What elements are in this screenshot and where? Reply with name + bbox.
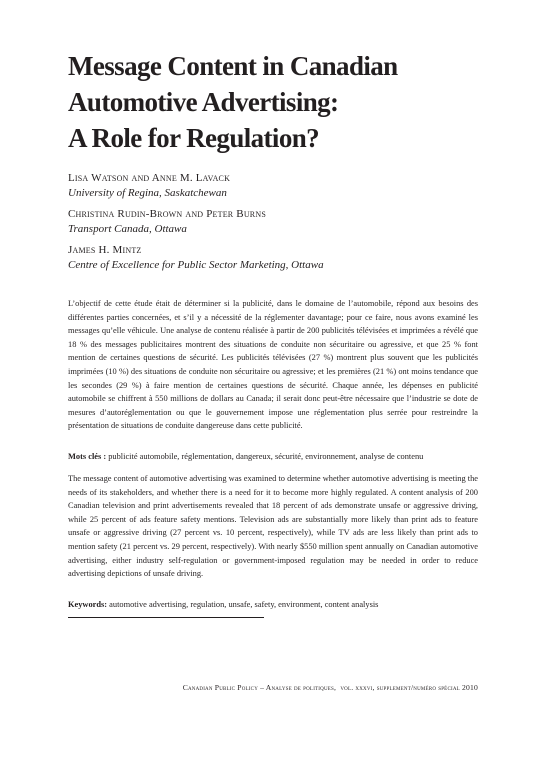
title-line: Automotive Advertising: [68, 87, 339, 117]
keywords-english-label: Keywords: [68, 600, 108, 609]
author-block [68, 171, 488, 201]
abstract-french-text: L’objectif de cette étude était de déterminer si la publicité, dans le domaine de l’automobile, répond aux besoins des différentes parties concernées, et s’il y a nécessité de la réglementer davantage; pour ce faire, nous avons examiné les messages qu’elle véhicule. Une analyse de contenu réalisée à partir de 200 publicités télévisées et imprimées a révélé que 18 % des messages publicitaires montrent des situations de conduite non sécuritaire ou agressive, et que 25 % font mention de certaines questions de sécurité. Les publicités télévisées (27 %) montrent plus souvent que les publicités imprimées (10 %) des situations de conduite non sécuritaire ou agressive; et les premières (21 %) ont moins tendance que les secondes (29 %) à faire mention de certaines questions de sécurité. Chaque année, les dépenses en publicité automobile se chiffrent à 550 millions de dollars au Canada; il serait donc peut-être nécessaire que l’industrie se dote de mesures d’autoréglementation ou que le gouvernement impose une réglementation plus serrée pour restreindre la présentation de situations de conduite dangereuse dans cette publicité. [68, 299, 478, 431]
footer-issue: vol. xxxvi, supplement/numéro spécial 2010 [340, 683, 478, 692]
running-footer [68, 683, 478, 692]
author-block [68, 207, 488, 237]
author-names: Christina Rudin-Brown and Peter Burns [68, 208, 266, 220]
footer-journal: Canadian Public Policy – Analyse de politiques, [182, 683, 337, 692]
article-title [68, 48, 488, 156]
abstract-english [68, 472, 478, 581]
keywords-english [68, 598, 478, 612]
keywords-english-text: automotive advertising, regulation, unsafe, safety, environment, content analysis [109, 600, 379, 609]
abstract-english-text: The message content of automotive advertising was examined to determine whether automotive advertising is meeting the needs of its stakeholders, and whether there is a need for it to become more highly regulated. A content analysis of 200 Canadian television and print advertisements revealed that 18 percent of ads demonstrate unsafe or aggressive driving, while 25 percent of ads feature safety mentions. Television ads are substantially more likely than print ads to feature unsafe or aggressive driving (27 percent vs. 10 percent, respectively), while TV ads are less likely than print ads to mention safety (21 percent vs. 29 percent, respectively). With nearly $550 million spent annually on Canadian automotive advertising, either industry self-regulation or government-imposed regulation may be needed in order to reduce advertising depictions of unsafe driving. [68, 474, 478, 579]
author-block [68, 243, 488, 273]
author-affiliation: Centre of Excellence for Public Sector Marketing, Ottawa [68, 259, 324, 271]
abstract-french [68, 297, 478, 433]
title-line: Message Content in Canadian [68, 51, 398, 81]
keywords-french-text: publicité automobile, réglementation, dangereux, sécurité, environnement, analyse de contenu [108, 452, 424, 461]
author-affiliation: University of Regina, Saskatchewan [68, 187, 227, 199]
keywords-french [68, 450, 478, 464]
author-list [68, 171, 488, 279]
title-line: A Role for Regulation? [68, 123, 320, 153]
footnote-divider [68, 617, 264, 618]
keywords-french-label: Mots clés : [68, 452, 107, 461]
author-affiliation: Transport Canada, Ottawa [68, 223, 187, 235]
author-names: Lisa Watson and Anne M. Lavack [68, 172, 231, 184]
author-names: James H. Mintz [68, 244, 142, 256]
